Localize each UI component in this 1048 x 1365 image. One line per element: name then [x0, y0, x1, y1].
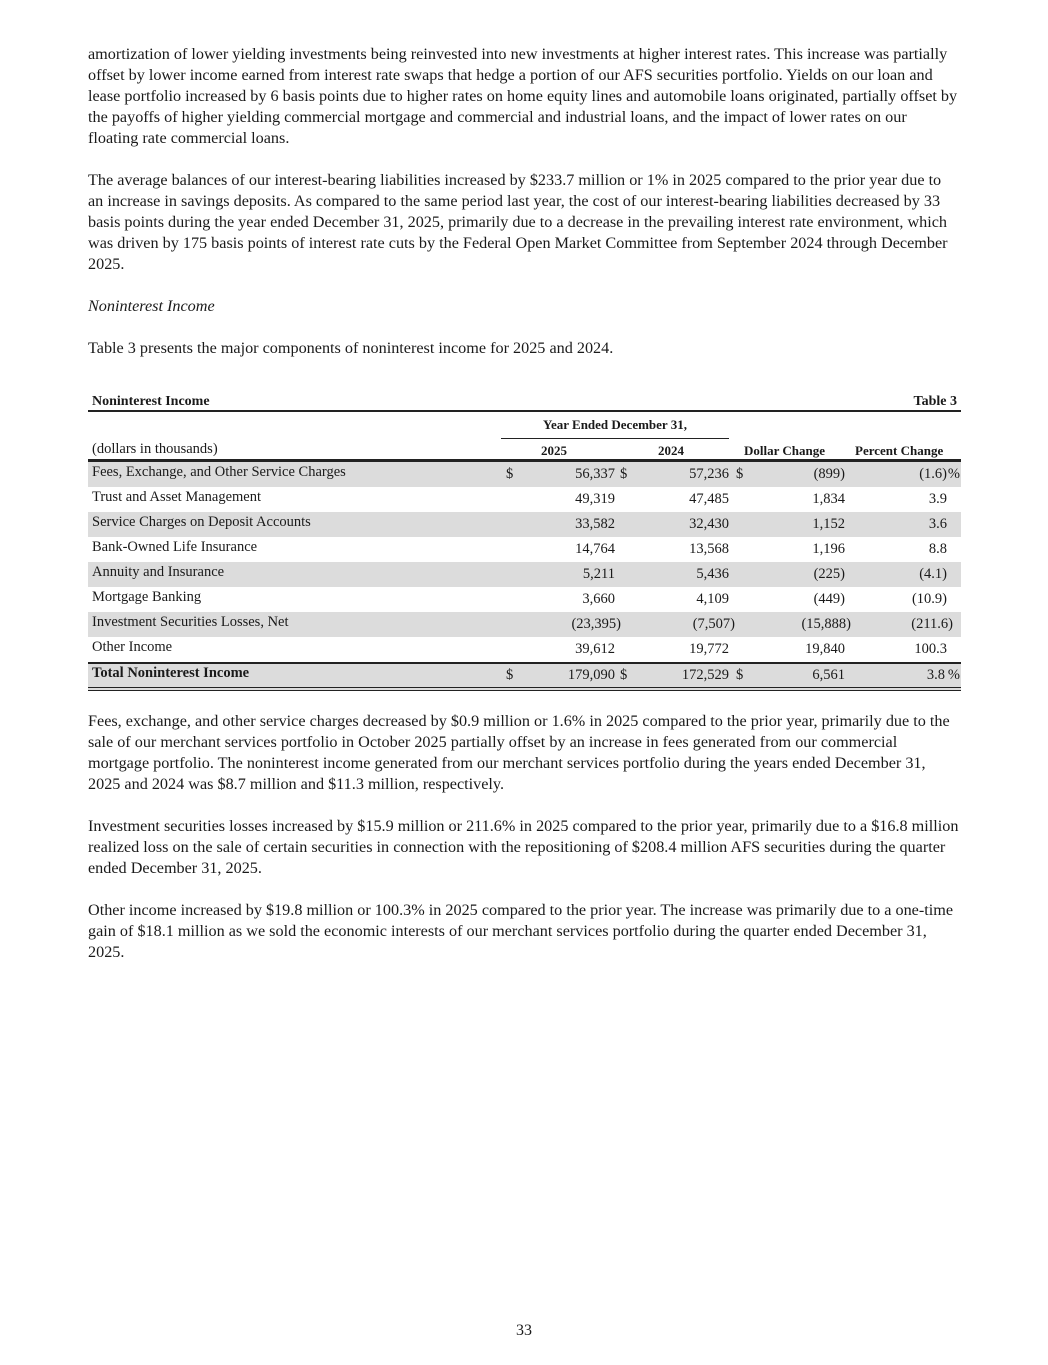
- percent-change: (211.6): [911, 616, 953, 632]
- value-2024: 47,485: [689, 491, 729, 507]
- table-row: [88, 562, 961, 587]
- currency-symbol: $: [736, 466, 744, 482]
- currency-symbol: $: [506, 667, 514, 683]
- value-2024: 32,430: [689, 516, 729, 532]
- total-label: Total Noninterest Income: [92, 665, 250, 681]
- total-dollar-change: 6,561: [812, 667, 845, 683]
- row-label: Trust and Asset Management: [92, 489, 262, 505]
- row-label: Fees, Exchange, and Other Service Charges: [92, 464, 346, 480]
- dollar-change: (225): [813, 566, 845, 582]
- row-label: Bank-Owned Life Insurance: [92, 539, 258, 555]
- value-2025: (23,395): [571, 616, 621, 632]
- total-2024: 172,529: [681, 667, 729, 683]
- paragraph-interest-income-yields: amortization of lower yielding investments being reinvested into new investments at higher interest rates. This increase was partially offset by lower income earned from interest rate swaps that hedge a portion of our AFS securities portfolio. Yields on our loan and lease portfolio increased by 6 basis points due to higher rates on home equity lines and automobile loans originated, partially offset by the payoffs of higher yielding commercial mortgage and commercial and industrial loans, and the impact of lower rates on our floating rate commercial loans.: [88, 45, 958, 147]
- value-2024: 57,236: [689, 466, 729, 482]
- paragraph-investment-securities: Investment securities losses increased by $15.9 million or 211.6% in 2025 compared to the prior year, primarily due to a $16.8 million realized loss on the sale of certain securities in connection with the repositioning of $208.4 million AFS securities during the quarter ended December 31, 2025.: [88, 817, 959, 877]
- row-label: Investment Securities Losses, Net: [92, 614, 289, 630]
- value-2025: 33,582: [575, 516, 615, 532]
- value-2025: 39,612: [575, 641, 615, 657]
- dollar-change: 1,834: [812, 491, 845, 507]
- dollar-change: 1,196: [812, 541, 845, 557]
- dollar-change: 19,840: [805, 641, 845, 657]
- value-2024: 13,568: [689, 541, 729, 557]
- currency-symbol: $: [620, 466, 628, 482]
- currency-symbol: $: [506, 466, 514, 482]
- column-header-dollar-change: Dollar Change: [744, 443, 826, 458]
- value-2025: 5,211: [582, 566, 615, 582]
- percent-change: (10.9): [911, 591, 947, 607]
- table-row: [88, 487, 961, 512]
- value-2024: 5,436: [696, 566, 729, 582]
- column-header-2025: 2025: [541, 443, 567, 458]
- table-header: [88, 412, 961, 462]
- paragraph-other-income: Other income increased by $19.8 million or 100.3% in 2025 compared to the prior year. The increase was primarily due to a one-time gain of $18.1 million as we sold the economic interests of our merchant services portfolio during the quarter ended December 31, 2025.: [88, 901, 954, 961]
- percent-change: 3.9: [928, 491, 947, 507]
- value-2025: 56,337: [575, 466, 615, 482]
- row-label: Mortgage Banking: [92, 589, 202, 605]
- percent-sign: %: [947, 667, 960, 683]
- page-number: 33: [516, 1322, 532, 1339]
- table-total-row: [88, 662, 961, 691]
- value-2024: (7,507): [692, 616, 735, 632]
- percent-change: (4.1): [919, 566, 947, 582]
- units-label: (dollars in thousands): [92, 441, 218, 457]
- section-heading-noninterest-income: Noninterest Income: [88, 297, 215, 315]
- value-2024: 4,109: [696, 591, 729, 607]
- dollar-change: (899): [813, 466, 845, 482]
- percent-change: (1.6): [919, 466, 947, 482]
- row-label: Annuity and Insurance: [92, 564, 225, 580]
- table-row: [88, 612, 961, 637]
- intro-section: [88, 44, 960, 359]
- paragraph-fees-exchange: Fees, exchange, and other service charges decreased by $0.9 million or 1.6% in 2025 compared to the prior year, primarily due to the sale of our merchant services portfolio in October 2025 partially offset by an increase in fees generated from our commercial mortgage portfolio. The noninterest income generated from our merchant services portfolio during the years ended December 31, 2025 and 2024 was $8.7 million and $11.3 million, respectively.: [88, 712, 950, 793]
- percent-change: 3.6: [928, 516, 947, 532]
- table-row: [88, 587, 961, 612]
- value-2024: 19,772: [689, 641, 729, 657]
- table-number: Table 3: [913, 394, 957, 409]
- noninterest-income-table: [88, 391, 961, 691]
- table-row: [88, 462, 961, 487]
- row-label: Other Income: [92, 639, 173, 655]
- paragraph-table-intro: Table 3 presents the major components of noninterest income for 2025 and 2024.: [88, 339, 614, 357]
- column-header-percent-change: Percent Change: [855, 443, 944, 458]
- percent-change: 8.8: [928, 541, 947, 557]
- total-percent-change: 3.8: [926, 667, 945, 683]
- currency-symbol: $: [736, 667, 744, 683]
- value-2025: 3,660: [582, 591, 615, 607]
- dollar-change: 1,152: [812, 516, 845, 532]
- paragraph-interest-bearing-liabilities: The average balances of our interest-bearing liabilities increased by $233.7 million or 1% in 2025 compared to the prior year due to an increase in savings deposits. As compared to the same period last year, the cost of our interest-bearing liabilities decreased by 33 basis points during the year ended December 31, 2025, primarily due to a decrease in the prevailing interest rate environment, which was driven by 175 basis points of interest rate cuts by the Federal Open Market Committee from September 2024 through December 2025.: [88, 171, 948, 273]
- percent-change: 100.3: [914, 641, 947, 657]
- table-row: [88, 637, 961, 662]
- currency-symbol: $: [620, 667, 628, 683]
- table-title-row: [88, 391, 961, 412]
- row-label: Service Charges on Deposit Accounts: [92, 514, 311, 530]
- table-row: [88, 537, 961, 562]
- table-row: [88, 512, 961, 537]
- dollar-change: (15,888): [801, 616, 851, 632]
- column-header-2024: 2024: [658, 443, 684, 458]
- value-2025: 49,319: [575, 491, 615, 507]
- total-2025: 179,090: [567, 667, 615, 683]
- dollar-change: (449): [813, 591, 845, 607]
- percent-sign: %: [947, 466, 960, 482]
- year-group-header: Year Ended December 31,: [501, 417, 729, 439]
- discussion-section: [88, 711, 960, 963]
- value-2025: 14,764: [575, 541, 615, 557]
- table-title: Noninterest Income: [92, 394, 210, 409]
